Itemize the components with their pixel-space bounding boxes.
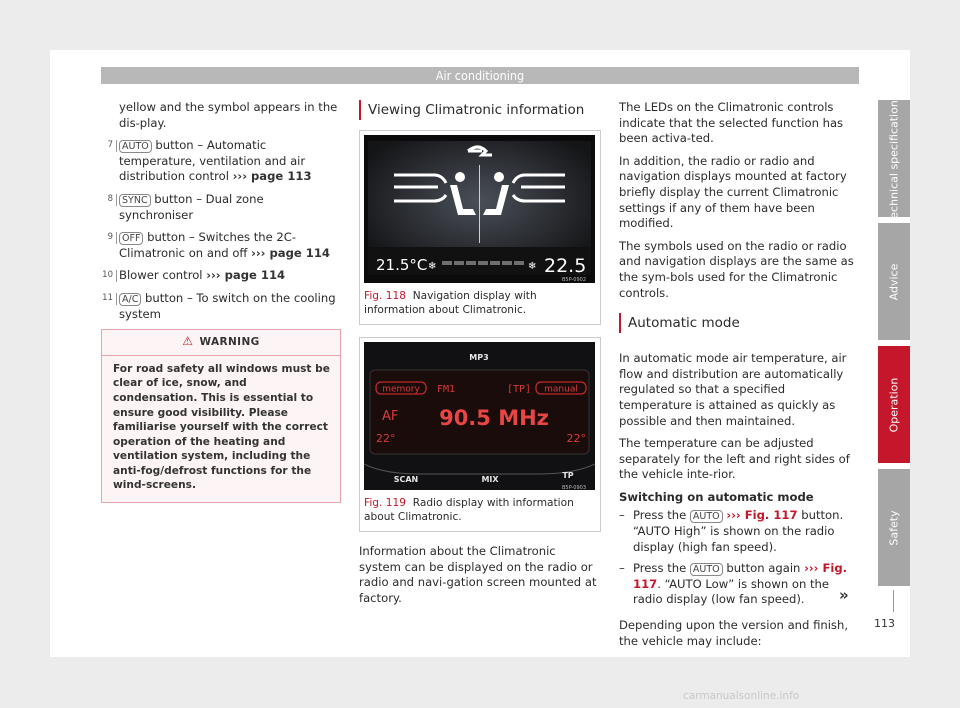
tab-label: Advice [887,263,901,300]
control-list [102,138,341,322]
right-temperature: 22.5 [544,255,587,277]
body-text: Information about the Climatronic system can be displayed on the radio or radio and navi-gation screen mounted at factory. [359,544,597,605]
page-number: 113 [874,617,895,630]
item-number: 10 [101,270,117,282]
section-title: Viewing Climatronic information [359,100,601,120]
tab-technical-specifications[interactable] [878,93,910,224]
auto-key: AUTO [690,510,723,523]
figure-119 [359,337,601,532]
band-label: FM1 [437,384,456,395]
mp3-label: MP3 [469,353,489,362]
navigation-display-image [364,135,595,283]
figure-caption-119 [364,496,596,524]
button-key: AUTO [119,140,152,153]
column-1 [102,100,341,503]
automatic-mode-heading: Automatic mode [619,313,857,333]
page-reference[interactable]: ››› page 114 [206,268,286,283]
switching-on-heading: Switching on automatic mode [619,489,814,504]
column-2 [359,100,601,613]
right-temperature: 22° [566,432,586,445]
control-item [102,290,341,322]
navigation-display-graphic [364,135,595,283]
mix-button-label: MIX [481,475,499,484]
paragraph-automatic: In automatic mode air temperature, air flow and distribution are automatically regulated so that a specified temperature is attained as quickly as possible and then maintained. [619,351,847,428]
paragraph-displays: In addition, the radio or radio and navigation displays mounted at factory briefly display the current Climatronic settings if any of them have been modified. [619,153,847,231]
item-text: button – Automatic temperature, ventilation and air distribution control [119,138,306,184]
tab-label: Operation [887,377,901,432]
fan-icon-left: ❄ [428,261,437,272]
radio-display-graphic [364,342,595,490]
memory-label: memory [382,384,420,395]
side-tabs [878,93,910,592]
figure-caption-118 [364,289,596,317]
warning-text: For road safety all windows must be clear of ice, snow, and condensation. This is essential to ensure good visibility. Please familiarise yourself with the correct operation of the heating and ventilation system, including the anti-fog/defrost functions for the wind-screens. [113,362,330,492]
item-number: 7 [101,140,117,152]
step-text: button again [722,561,805,576]
step-2 [619,561,857,608]
auto-key: AUTO [690,563,723,576]
step-text: . “AUTO Low” is shown on the radio display (low fan speed). [633,576,830,607]
button-key: SYNC [119,194,151,207]
scan-button-label: SCAN [393,475,419,484]
warning-icon: ⚠ [182,334,194,349]
tab-label: Safety [887,509,901,546]
item-text: button – Switches the 2C-Climatronic on and off [119,230,297,260]
step-text: Press the [633,508,690,523]
page-header: Air conditioning [101,67,859,84]
image-code: B5P-0903 [561,485,586,490]
caption-text: Radio display with information about Climatronic. [364,497,574,523]
paragraph-symbols: The symbols used on the radio or radio and navigation displays are the same as the sym-bols used for the Climatronic controls. [619,238,854,300]
image-code: B5P-0902 [561,277,586,283]
item-text: button – To switch on the cooling system [119,290,336,321]
page-reference[interactable]: ››› page 114 [251,245,331,260]
left-temperature: 22° [376,432,396,445]
item-text: button – Dual zone synchroniser [119,191,264,222]
page-number-divider [893,590,894,612]
control-item [102,268,341,284]
step-1 [619,508,857,555]
watermark: carmanualsonline.info [683,690,800,702]
warning-box [101,329,341,503]
item-text: Blower control [119,268,207,283]
paragraph-adjust: The temperature can be adjusted separately for the left and right sides of the vehicle inte-rior. [619,436,850,482]
warning-title: WARNING [199,336,260,349]
continued-marker: » [839,586,849,604]
tp-indicator: [TP] [507,384,532,395]
step-text: button. “AUTO High” is shown on the radio display (high fan speed). [633,508,844,554]
figure-label: Fig. 119 [364,497,406,509]
column-3 [619,100,857,656]
figure-label: Fig. 118 [364,290,406,302]
page-reference[interactable]: ››› page 113 [232,169,312,184]
button-key: A/C [119,293,141,306]
item-number: 8 [101,194,117,206]
figure-reference[interactable]: ››› Fig. 117 [726,508,798,523]
warning-header [102,330,340,356]
tab-safety[interactable] [878,469,910,586]
fan-level-bar [442,261,524,265]
radio-display-image [364,342,595,490]
left-temperature: 21.5°C [376,256,428,274]
caption-text: Navigation display with information about Climatronic. [364,290,537,316]
tab-advice[interactable] [878,223,910,340]
item-number: 9 [101,232,117,244]
fan-icon-right: ❄ [528,261,537,272]
manual-label: manual [544,384,578,395]
intro-text: yellow and the symbol appears in the dis-play. [119,100,338,130]
paragraph-version: Depending upon the version and finish, the vehicle may include: [619,618,849,648]
figure-118 [359,130,601,325]
control-item [107,191,341,223]
paragraph-leds: The LEDs on the Climatronic controls indicate that the selected function has been activa-ted. [619,100,844,146]
control-item [107,230,341,261]
figure-reference[interactable]: ››› Fig. 117 [633,561,848,591]
af-label: AF [382,409,399,424]
tab-label: Technical specifications [887,93,901,224]
tp-button-label: TP [562,471,574,480]
button-key: OFF [119,232,143,245]
frequency-display: 90.5 MHz [439,406,549,430]
tab-operation[interactable] [878,346,910,463]
control-item [107,138,341,185]
item-number: 11 [101,293,117,305]
step-text: Press the [633,561,690,576]
